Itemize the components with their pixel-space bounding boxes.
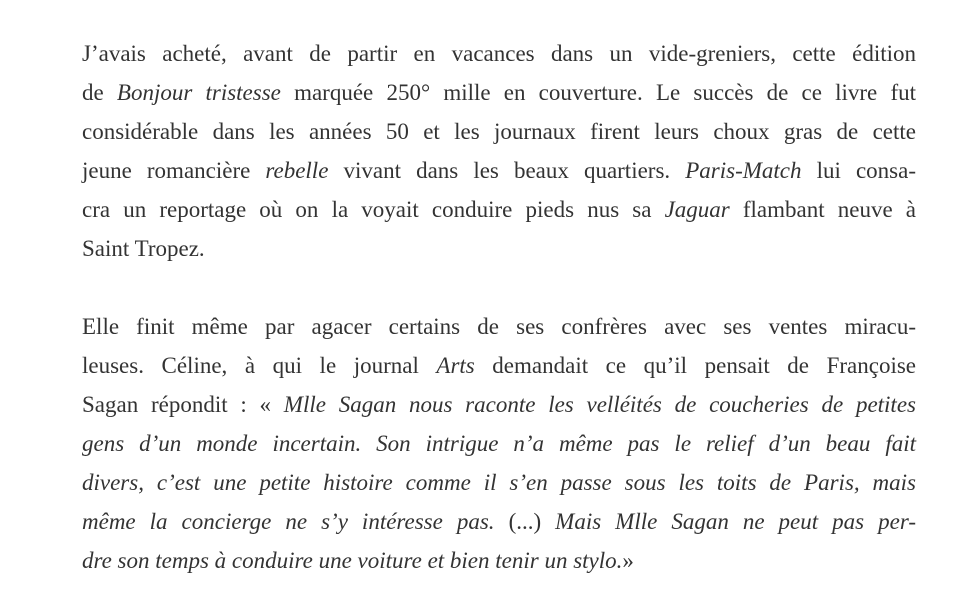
- paragraph-2-line-3: [82, 385, 916, 424]
- quotation-text: même la concierge ne s’y intéresse pas.: [82, 509, 495, 534]
- book-title: Bonjour tristesse: [116, 80, 281, 105]
- paragraph-2: [82, 307, 916, 580]
- article-body: [82, 34, 916, 580]
- paragraph-1-line-6: Saint Tropez.: [82, 236, 205, 261]
- paragraph-2-line-6: [82, 502, 916, 541]
- text-run: vivant dans les beaux quartiers.: [328, 158, 686, 183]
- ellipsis-text: (...): [494, 509, 556, 534]
- journal-title: Arts: [436, 353, 475, 378]
- text-run: leuses. Céline, à qui le journal: [82, 353, 437, 378]
- paragraph-2-line-2: [82, 346, 916, 385]
- text-run: demandait ce qu’il pensait de Françoise: [474, 353, 916, 378]
- quotation-text: gens d’un monde incertain. Son intrigue n’a même pas le relief d’un beau fait: [82, 431, 916, 456]
- text-run: lui consa-: [801, 158, 916, 183]
- paragraph-1-line-1: J’avais acheté, avant de partir en vacances dans un vide-greniers, cette édition: [82, 41, 916, 66]
- emphasis-text: Jaguar: [664, 197, 730, 222]
- paragraph-1-line-5: [82, 190, 916, 229]
- paragraph-2-line-4: [82, 424, 916, 463]
- text-run: marquée 250° mille en couverture. Le succès de ce livre fut: [280, 80, 917, 105]
- text-run: flambant neuve à: [729, 197, 916, 222]
- paragraph-1-line-4: [82, 151, 916, 190]
- quotation-text: divers, c’est une petite histoire comme il s’en passe sous les toits de Paris, mais: [82, 470, 916, 495]
- paragraph-1-line-3: considérable dans les années 50 et les journaux firent leurs choux gras de cette: [82, 119, 916, 144]
- text-run: jeune romancière: [82, 158, 266, 183]
- quotation-text: dre son temps à conduire une voiture et bien tenir un stylo.: [82, 548, 623, 573]
- closing-quote: »: [622, 548, 634, 573]
- emphasis-text: rebelle: [265, 158, 329, 183]
- magazine-title: Paris-Match: [685, 158, 802, 183]
- text-run: de: [82, 80, 117, 105]
- paragraph-1-line-2: [82, 73, 916, 112]
- text-run: Sagan répondit : «: [82, 392, 284, 417]
- paragraph-spacer: [82, 268, 916, 307]
- paragraph-2-line-5: [82, 463, 916, 502]
- paragraph-2-line-7: [82, 541, 916, 580]
- paragraph-1: [82, 34, 916, 268]
- text-run: cra un reportage où on la voyait conduire pieds nus sa: [82, 197, 665, 222]
- quotation-text: Mais Mlle Sagan ne peut pas per-: [555, 509, 916, 534]
- quotation-text: Mlle Sagan nous raconte les velléités de coucheries de petites: [283, 392, 916, 417]
- paragraph-2-line-1: Elle finit même par agacer certains de ses confrères avec ses ventes miracu-: [82, 314, 916, 339]
